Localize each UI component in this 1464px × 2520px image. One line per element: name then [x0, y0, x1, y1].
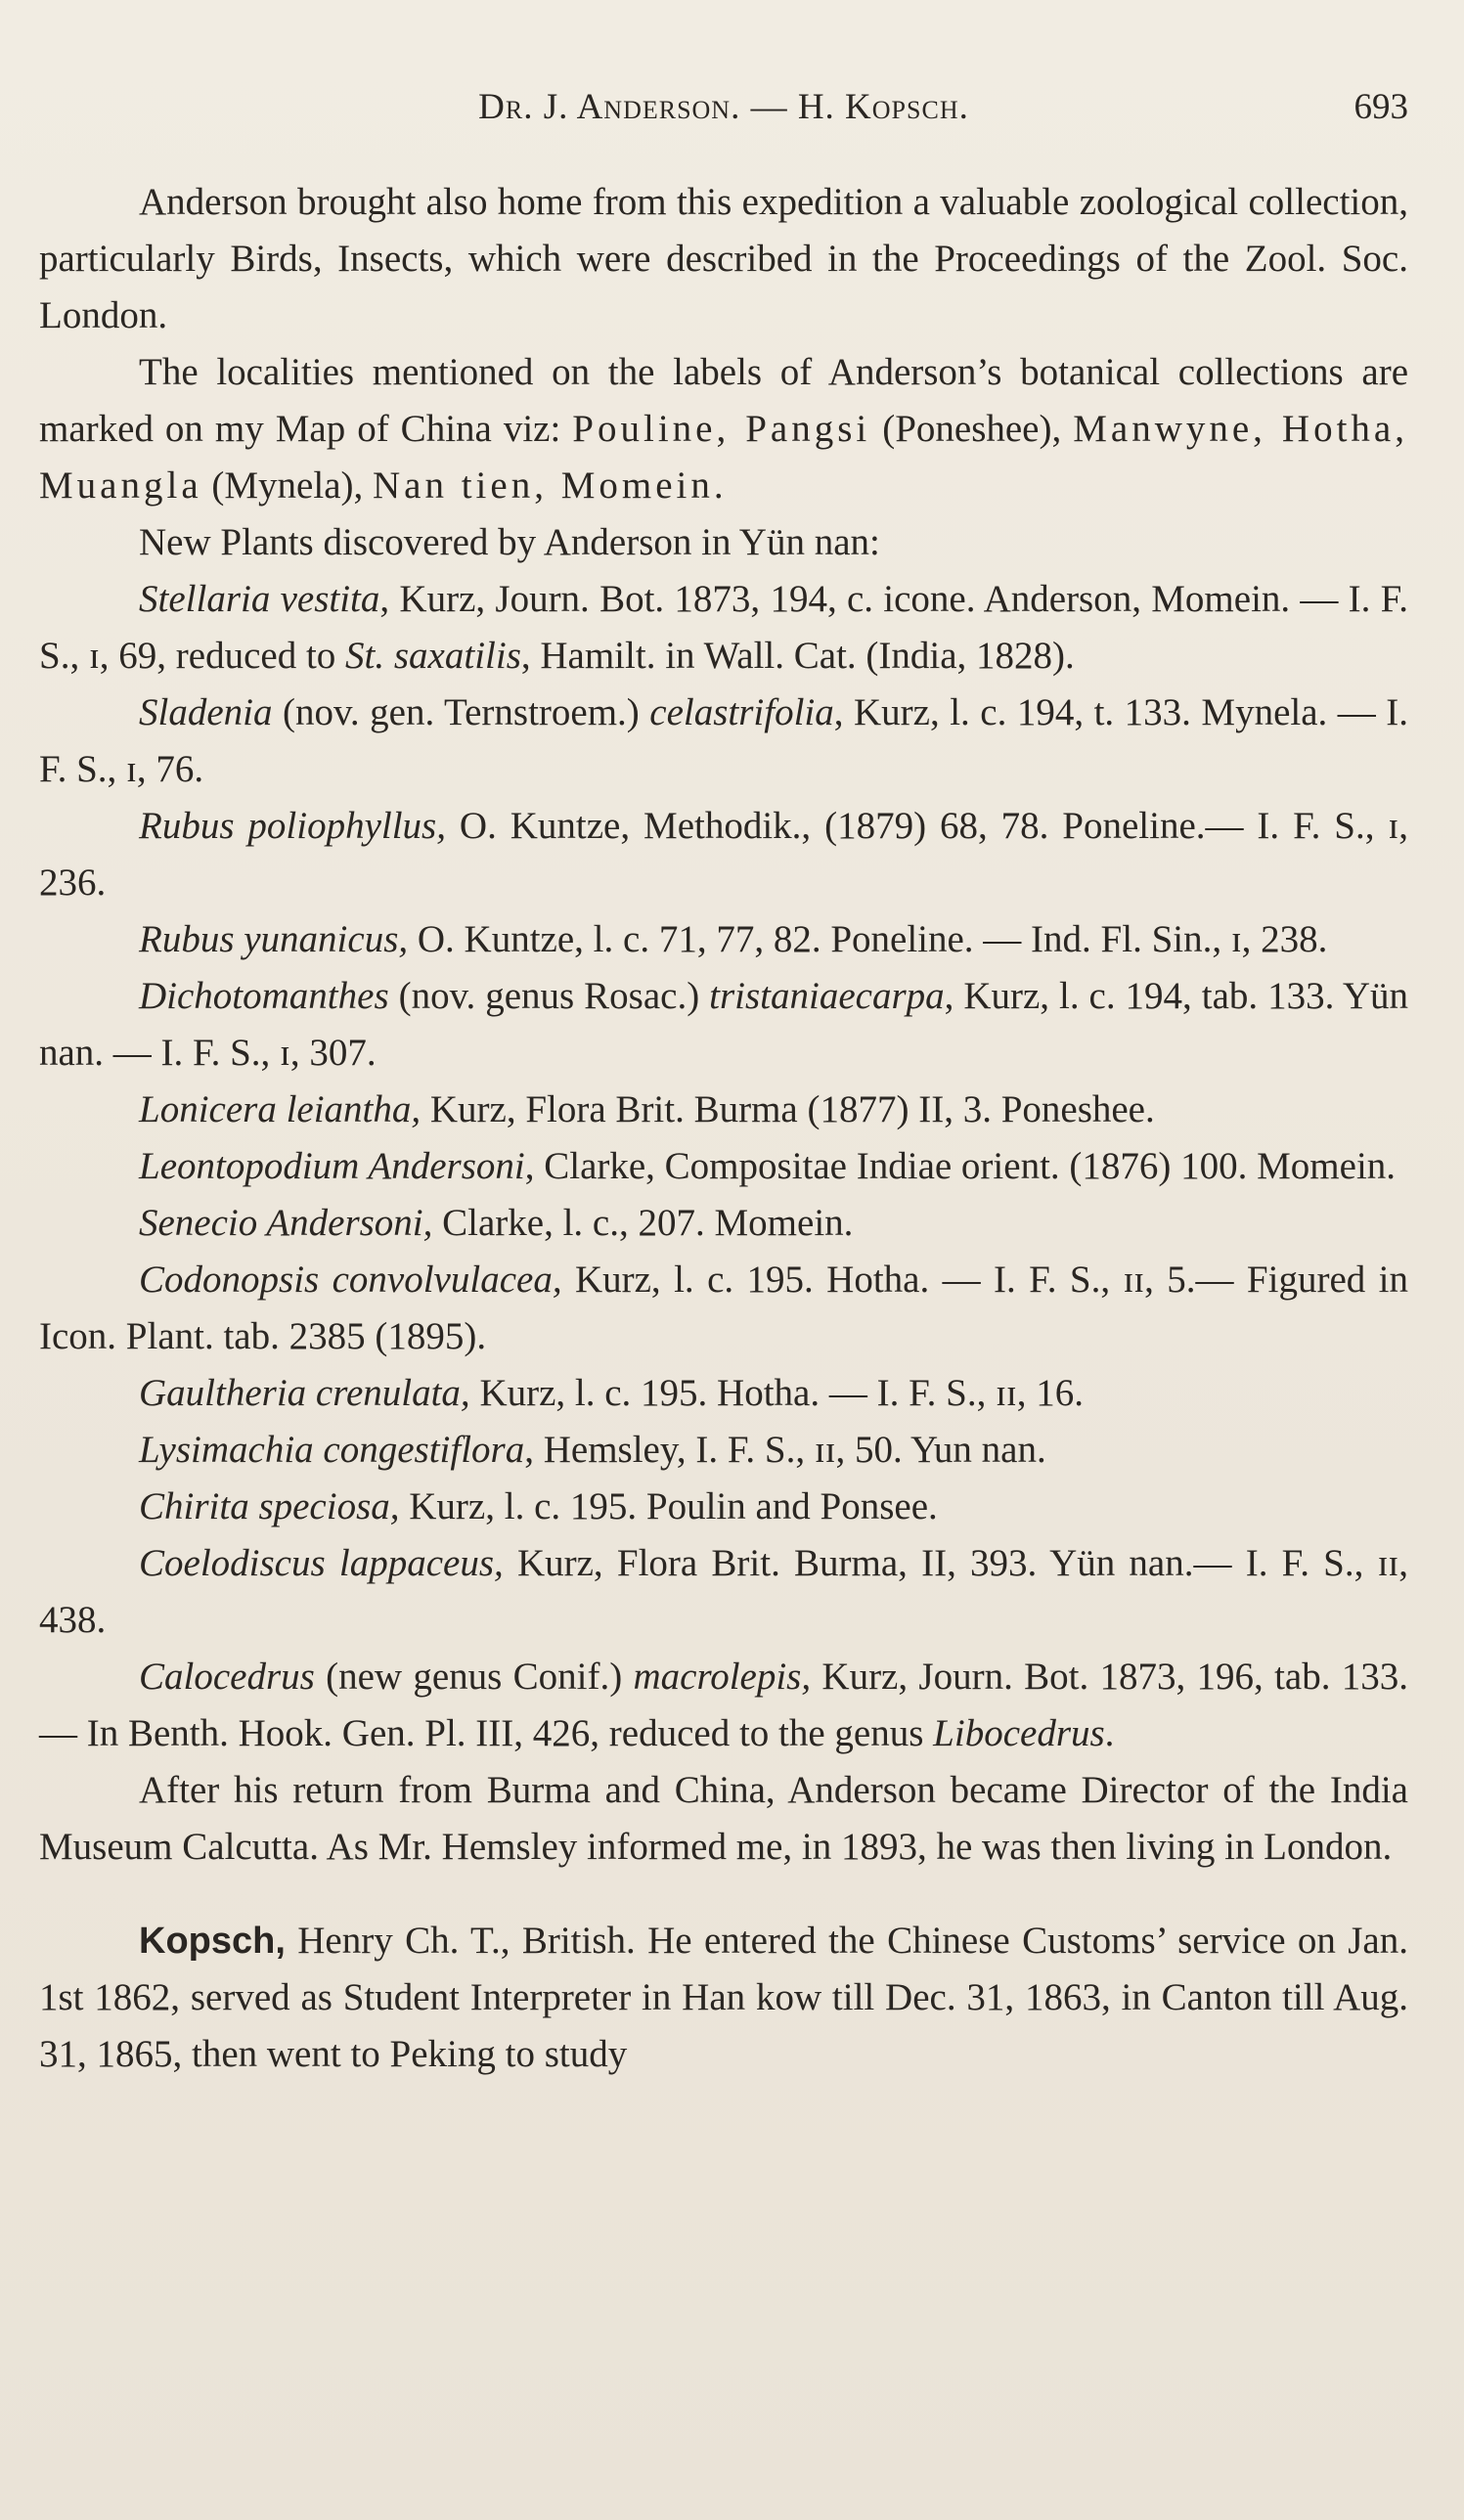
species-name: Gaultheria crenulata, — [139, 1372, 470, 1414]
plant-entry — [39, 571, 1408, 685]
localities-intro: The localities mentioned on the labels of Anderson’s botanical collections are marked on my Map of China viz: — [39, 351, 1408, 450]
plant-entry — [39, 798, 1408, 911]
entry-citation: Kurz, Flora Brit. Burma (1877) II, 3. Poneshee. — [421, 1088, 1155, 1130]
species-name-2: celastrifolia — [649, 691, 834, 733]
plant-entry — [39, 911, 1408, 968]
paragraph-new-plants-heading: New Plants discovered by Anderson in Yün nan: — [139, 521, 880, 563]
entry-citation-2: , Kurz, l. c. 194, tab. 133. Yün nan. — I. F. S., ɪ, 307. — [39, 975, 1408, 1074]
paragraph-collection: Anderson brought also home from this expedition a valuable zoological collection, particularly Birds, Insects, which were described in the Proceedings of the Zool. Soc. London. — [39, 181, 1408, 336]
species-name: Lonicera leiantha, — [139, 1088, 421, 1130]
entry-citation: Kurz, l. c. 195. Hotha. — I. F. S., ɪɪ, 16. — [469, 1372, 1085, 1414]
species-name: Rubus poliophyllus, — [139, 805, 446, 847]
paragraph-kopsch-entry — [39, 1913, 1408, 2083]
species-name: Chirita speciosa, — [139, 1485, 400, 1527]
plant-entry — [39, 1138, 1408, 1195]
plant-entry — [39, 968, 1408, 1082]
page-header — [39, 86, 1408, 135]
plant-entry — [39, 685, 1408, 798]
species-name-2: St. saxatilis — [345, 635, 521, 677]
entry-citation-2: , Hamilt. in Wall. Cat. (India, 1828). — [520, 635, 1075, 677]
species-name: Lysimachia congestiflora — [139, 1429, 525, 1471]
species-name: Senecio Andersoni, — [139, 1202, 433, 1244]
locality-alt-1: (Poneshee), — [870, 408, 1074, 450]
entry-citation: , Clarke, Compositae Indiae orient. (1876) 100. Momein. — [524, 1145, 1397, 1187]
species-name: Calocedrus — [139, 1656, 315, 1698]
species-name-3: Libocedrus — [933, 1712, 1105, 1754]
plant-entry — [39, 1535, 1408, 1649]
species-name: Dichotomanthes — [139, 975, 389, 1017]
paragraph-closing: After his return from Burma and China, Anderson became Director of the India Museum Calcutta. As Mr. Hemsley informed me, in 1893, he was then living in London. — [39, 1769, 1408, 1868]
locality-names-2: Manwyne, Hotha, Muangla — [39, 408, 1408, 507]
entry-citation-2: Kurz, Journ. Bot. 1873, 196, tab. 133. — In Benth. Hook. Gen. Pl. III, 426, reduced to the genus — [39, 1656, 1408, 1754]
entry-citation: , Kurz, Journ. Bot. 1873, 194, c. icone. Anderson, Momein. — I. F. S., ɪ, 69, reduced to — [39, 578, 1408, 677]
locality-alt-2: (Mynela), — [201, 464, 373, 507]
species-name: Coelodiscus lappaceus, — [139, 1542, 504, 1584]
author-name-kopsch: Kopsch, — [139, 1921, 286, 1962]
entry-citation: O. Kuntze, Methodik., (1879) 68, 78. Poneline.— I. F. S., ɪ, 236. — [39, 805, 1408, 904]
entry-citation: (nov. gen. Ternstroem.) — [272, 691, 650, 733]
plant-entry — [39, 1082, 1408, 1138]
plant-entry — [39, 1479, 1408, 1535]
locality-names-3: Nan tien, Momein. — [373, 464, 728, 507]
entry-citation: , Hemsley, I. F. S., ɪɪ, 50. Yun nan. — [524, 1429, 1046, 1471]
species-name: Sladenia — [139, 691, 273, 733]
species-name-2: macrolepis, — [633, 1656, 812, 1698]
body-text — [39, 174, 1408, 2083]
plant-entry — [39, 1195, 1408, 1252]
plant-entry — [39, 1365, 1408, 1422]
species-name: Leontopodium Andersoni — [139, 1145, 525, 1187]
entry-citation: Kurz, Flora Brit. Burma, II, 393. Yün nan.— I. F. S., ɪɪ, 438. — [39, 1542, 1408, 1641]
entry-citation: Clarke, l. c., 207. Momein. — [432, 1202, 854, 1244]
plant-entry — [39, 1649, 1408, 1762]
species-name: Stellaria vestita — [139, 578, 380, 620]
running-head: Dr. J. Anderson. — H. Kopsch. — [478, 87, 969, 127]
entry-citation: (nov. genus Rosac.) — [388, 975, 710, 1017]
species-name: Codonopsis convolvulacea, — [139, 1259, 562, 1301]
entry-citation-2: , Kurz, l. c. 194, t. 133. Mynela. — I. F. S., ɪ, 76. — [39, 691, 1408, 790]
entry-citation: O. Kuntze, l. c. 71, 77, 82. Poneline. — Ind. Fl. Sin., ɪ, 238. — [408, 918, 1328, 960]
entry-citation: Kurz, l. c. 195. Poulin and Ponsee. — [399, 1485, 938, 1527]
entry-citation: (new genus Conif.) — [314, 1656, 634, 1698]
kopsch-biography: Henry Ch. T., British. He entered the Chinese Customs’ service on Jan. 1st 1862, served as Student Interpreter in Han kow till Dec. 31, 1863, in Canton till Aug. 31, 1865, then went to Peking to study — [39, 1920, 1408, 2075]
page-number: 693 — [1353, 87, 1408, 127]
entry-citation: Kurz, l. c. 195. Hotha. — I. F. S., ɪɪ, 5.— Figured in Icon. Plant. tab. 2385 (1895). — [39, 1259, 1408, 1357]
species-name: Rubus yunanicus, — [139, 918, 409, 960]
plant-entry — [39, 1252, 1408, 1365]
locality-names-1: Pouline, Pangsi — [572, 408, 871, 450]
entry-citation-3: . — [1104, 1712, 1115, 1754]
species-name-2: tristaniaecarpa — [709, 975, 945, 1017]
plant-entry — [39, 1422, 1408, 1479]
paragraph-localities — [39, 344, 1408, 514]
